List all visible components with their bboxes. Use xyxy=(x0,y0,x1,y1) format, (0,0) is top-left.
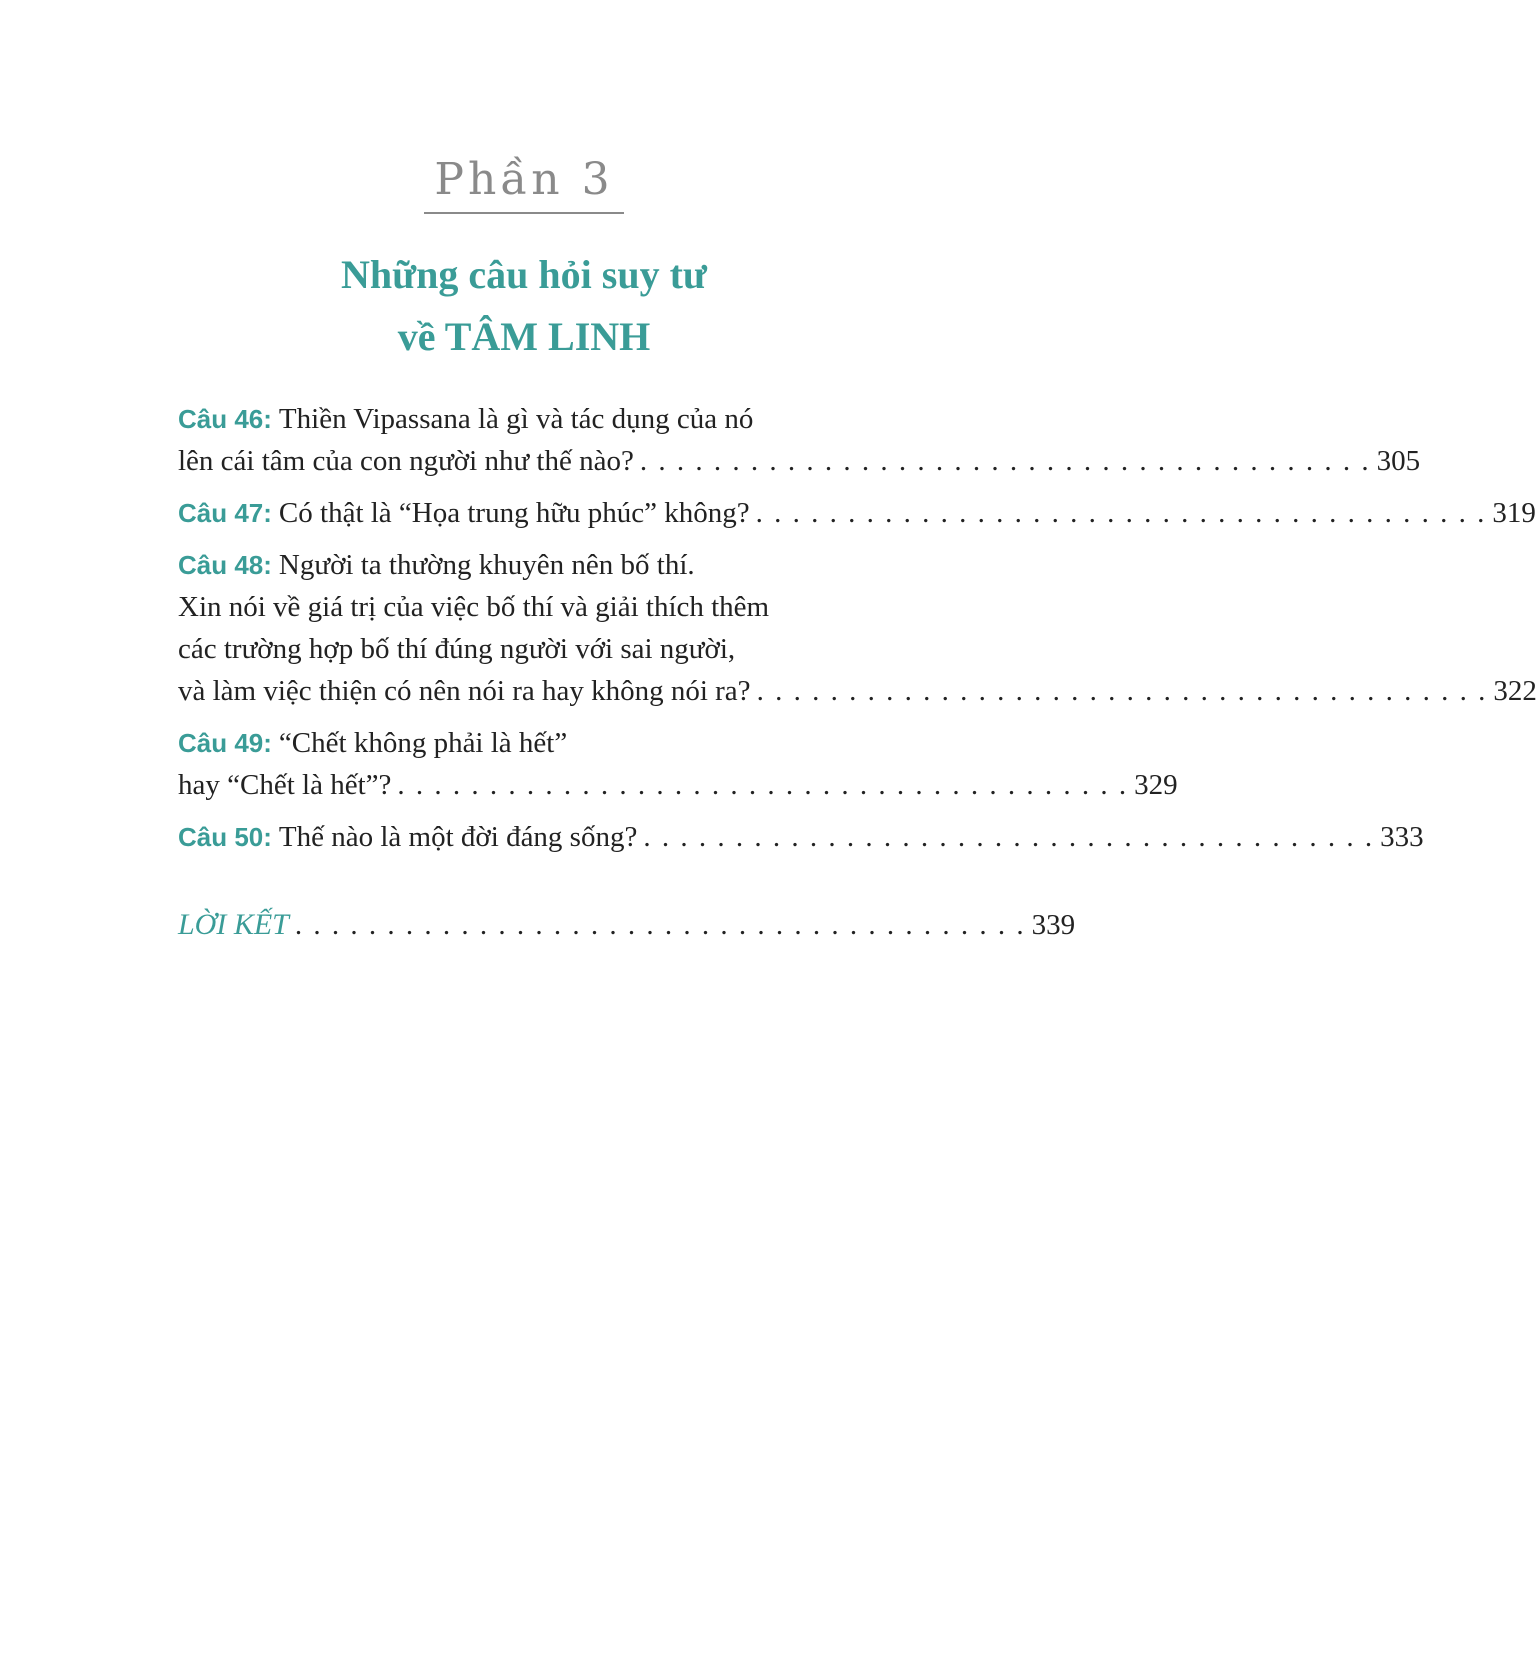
toc-line xyxy=(178,440,1421,482)
question-text: các trường hợp bố thí đúng người với sai người, xyxy=(178,633,736,665)
page-number: 322 xyxy=(1493,675,1537,707)
dot-leader: . . . . . . . . . . . . . . . . . . . . . . . . . . . . . . . . . . . . . . . . xyxy=(755,497,1487,529)
question-text: Người ta thường khuyên nên bố thí. xyxy=(278,549,695,581)
question-label: Câu 49: xyxy=(178,728,272,758)
toc-entry-50[interactable] xyxy=(178,816,1424,858)
page-number: 319 xyxy=(1492,497,1536,529)
toc-line xyxy=(178,492,1536,534)
dot-leader: . . . . . . . . . . . . . . . . . . . . . . . . . . . . . . . . . . . . . . . . xyxy=(397,769,1129,801)
page-number: 329 xyxy=(1134,769,1178,801)
toc-line xyxy=(178,398,875,440)
dot-leader: . . . . . . . . . . . . . . . . . . . . . . . . . . . . . . . . . . . . . . . . xyxy=(756,675,1488,707)
question-text: lên cái tâm của con người như thế nào? xyxy=(178,445,634,477)
question-text: Thế nào là một đời đáng sống? xyxy=(278,821,638,853)
question-text: và làm việc thiện có nên nói ra hay không nói ra? xyxy=(178,675,751,707)
question-text: “Chết không phải là hết” xyxy=(278,727,568,759)
page-number: 305 xyxy=(1376,445,1421,477)
question-label: Câu 46: xyxy=(178,404,272,434)
toc-entry-46[interactable] xyxy=(178,398,1421,482)
question-label: Câu 48: xyxy=(178,550,272,580)
page-number: 333 xyxy=(1380,821,1424,853)
toc-line xyxy=(178,764,1178,806)
dot-leader: . . . . . . . . . . . . . . . . . . . . . . . . . . . . . . . . . . . . . . . . xyxy=(639,445,1371,477)
section-title-line-1: Những câu hỏi suy tư xyxy=(341,252,707,297)
section-title-line-2: về TÂM LINH xyxy=(397,314,651,359)
question-text: Xin nói về giá trị của việc bố thí và giải thích thêm xyxy=(178,591,770,623)
toc-entry-48[interactable] xyxy=(178,544,1537,712)
dot-leader: . . . . . . . . . . . . . . . . . . . . . . . . . . . . . . . . . . . . . . . . xyxy=(643,821,1375,853)
toc-line xyxy=(178,904,1076,946)
toc-line xyxy=(178,670,1537,712)
toc-entry-47[interactable] xyxy=(178,492,1536,534)
epilogue-label: LỜI KẾT xyxy=(178,908,289,941)
part-label: Phần 3 xyxy=(424,158,623,214)
toc-line xyxy=(178,722,875,764)
toc-entry-49[interactable] xyxy=(178,722,1178,806)
question-label: Câu 50: xyxy=(178,822,272,852)
question-text: hay “Chết là hết”? xyxy=(178,769,392,801)
page-number: 339 xyxy=(1031,909,1076,941)
toc-line xyxy=(178,816,1424,858)
table-of-contents xyxy=(178,398,1537,956)
dot-leader: . . . . . . . . . . . . . . . . . . . . . . . . . . . . . . . . . . . . . . . . xyxy=(294,909,1026,941)
question-label: Câu 47: xyxy=(178,498,272,528)
toc-line xyxy=(178,628,875,670)
part-heading xyxy=(0,154,1048,214)
question-text: Thiền Vipassana là gì và tác dụng của nó xyxy=(278,403,754,435)
section-title xyxy=(0,244,1048,368)
question-text: Có thật là “Họa trung hữu phúc” không? xyxy=(278,497,750,529)
toc-line xyxy=(178,586,875,628)
toc-line xyxy=(178,544,875,586)
toc-entry-epilogue[interactable] xyxy=(178,904,1076,946)
